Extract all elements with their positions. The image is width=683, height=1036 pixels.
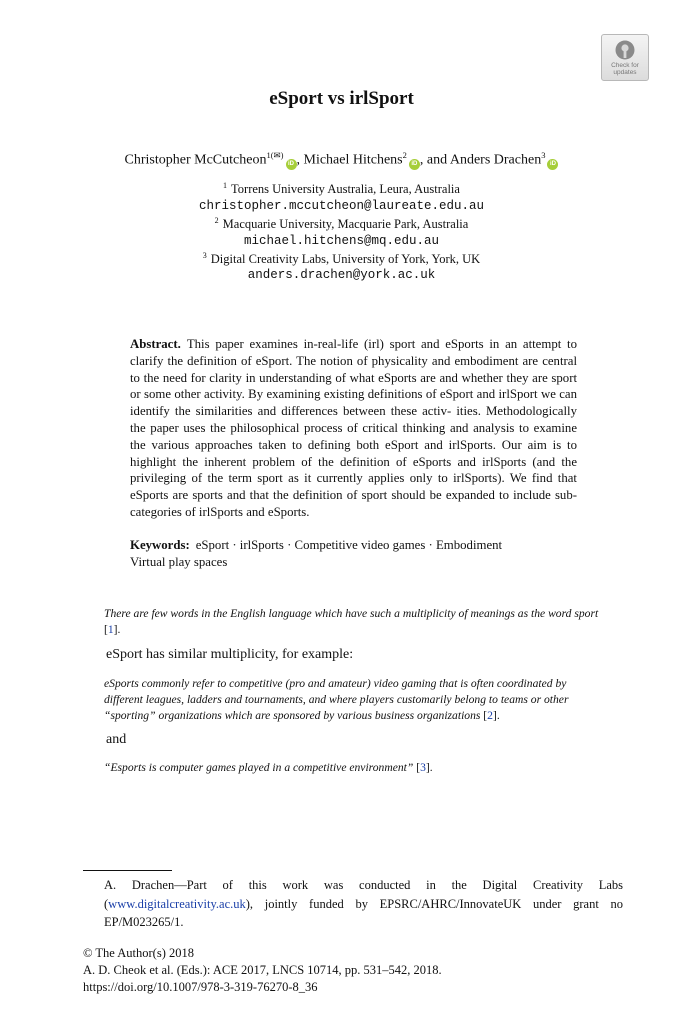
quote-line: eSports commonly refer to competitive (pro and amateur) video gaming that is often coordinated — [104, 677, 553, 690]
ref-bracket: [ — [104, 623, 108, 636]
keywords-label: Keywords: — [130, 538, 190, 552]
footnote-link[interactable]: www.digitalcreativity.ac.uk — [108, 896, 246, 911]
affiliation-name: Macquarie University, Macquarie Park, Australia — [222, 217, 469, 232]
abstract-line: This paper examines in-real-life (irl) sport and eSports in an attempt — [186, 337, 562, 351]
quote-line: There are few words in the English language which have such a multiplicity of meanings as the — [104, 607, 546, 620]
footnote-paren: ( — [104, 896, 109, 911]
author-email[interactable]: michael.hitchens@mq.edu.au — [243, 234, 440, 248]
abstract-line: only to irlSports). We find that eSports are sports and that the definition of sport — [130, 471, 577, 503]
copyright-line: © The Author(s) 2018 — [83, 946, 194, 960]
orcid-icon[interactable]: iD — [409, 159, 420, 170]
footnote-line: A. Drachen—Part of this work was conducted in the Digital Creativity Labs — [104, 878, 623, 892]
body-paragraph: eSport has similar multiplicity, for example: — [106, 647, 354, 662]
orcid-icon[interactable]: iD — [547, 159, 558, 170]
affiliation-number: 1 — [223, 181, 228, 190]
orcid-icon[interactable]: iD — [286, 159, 297, 170]
author-affiliation-mark: 3 — [541, 150, 546, 160]
abstract-line: and irlSport we can identify the similarities and differences between these activ- — [130, 387, 578, 419]
author-and: , and — [419, 152, 450, 168]
abstract-line: to clarify the definition of eSport. The notion of physicality and embodiment are — [130, 337, 577, 368]
keywords-line: Virtual play spaces — [130, 554, 228, 569]
quote-line: word sport — [548, 607, 599, 620]
abstract-line: central to the need for clarity in understanding of what eSports are and whether — [130, 353, 577, 385]
ref-bracket: [ — [413, 761, 421, 774]
affiliation — [0, 181, 683, 197]
quote-line: by different leagues, ladders and tournaments, and where players customarily belong to teams — [104, 677, 567, 706]
affiliation-name: Digital Creativity Labs, University of York, York, UK — [210, 252, 481, 267]
badge-line-2: updates — [613, 68, 637, 76]
block-quote — [104, 606, 606, 638]
abstract-line: of eSports and irlSports (and the privileging of the term sport as it currently applies — [130, 454, 578, 486]
affiliation-number: 3 — [202, 251, 207, 260]
author-affiliation-mark: 1(✉) — [266, 150, 284, 160]
badge-line-1: Check for — [611, 62, 639, 69]
abstract-line: ities. Methodologically the paper uses the philosophical process of critical — [130, 404, 577, 435]
quote-line: “Esports is computer games played in a competitive environment” — [104, 761, 414, 774]
footnote-divider — [83, 870, 172, 871]
check-updates-icon — [614, 39, 636, 61]
keywords — [130, 537, 577, 571]
author-separator: , — [296, 152, 304, 168]
abstract-line: thinking and analysis to examine the various approaches taken to defining both — [130, 420, 577, 452]
footnote-line: EP/M023265/1. — [104, 915, 184, 929]
keywords-line: eSport · irlSports · Competitive video games · Embodiment — [195, 538, 503, 552]
author-name: Michael Hitchens — [303, 152, 403, 168]
affiliation — [0, 216, 683, 232]
citation-link[interactable]: 1 — [107, 623, 114, 636]
author-name: Christopher McCutcheon — [124, 152, 267, 168]
abstract — [130, 336, 577, 521]
author-email[interactable]: christopher.mccutcheon@laureate.edu.au — [198, 199, 485, 213]
ref-bracket: ]. — [492, 709, 500, 722]
abstract-label: Abstract. — [130, 337, 181, 351]
author-affiliation-mark: 2 — [402, 150, 407, 160]
ref-bracket: ]. — [113, 623, 121, 636]
ref-bracket: ]. — [425, 761, 433, 774]
abstract-line: eSport and irlSports. Our aim is to highlight the inherent problem of the definition — [130, 437, 577, 469]
citation-link[interactable]: 3 — [420, 761, 426, 774]
abstract-line: should be expanded to include sub-categories of irlSports and eSports. — [130, 488, 577, 519]
block-quote — [104, 760, 606, 776]
citation-line: A. D. Cheok et al. (Eds.): ACE 2017, LNCS 10714, pp. 531–542, 2018. — [83, 963, 442, 977]
body-paragraph: and — [106, 732, 127, 747]
paper-title: eSport vs irlSport — [269, 88, 414, 109]
check-for-updates-badge[interactable] — [601, 34, 649, 81]
abstract-line: they are sport or some other activity. By examining existing definitions of eSport — [130, 370, 578, 402]
ref-bracket: [ — [480, 709, 488, 722]
author-list — [0, 150, 683, 170]
doi-link[interactable]: https://doi.org/10.1007/978-3-319-76270-8_36 — [83, 980, 318, 994]
footnote-line: ), jointly funded by EPSRC/AHRC/InnovateUK under grant no — [245, 896, 623, 911]
affiliation-name: Torrens University Australia, Leura, Australia — [231, 182, 460, 197]
publication-info — [83, 945, 643, 996]
block-quote — [104, 676, 606, 724]
author-email[interactable]: anders.drachen@york.ac.uk — [247, 268, 436, 282]
quote-line: or other “sporting” organizations which are sponsored by various business organizations — [104, 693, 569, 722]
author-name: Anders Drachen — [449, 152, 542, 168]
affiliation-number: 2 — [214, 216, 219, 225]
affiliation — [0, 251, 683, 267]
citation-link[interactable]: 2 — [487, 709, 493, 722]
footnote — [104, 876, 623, 932]
